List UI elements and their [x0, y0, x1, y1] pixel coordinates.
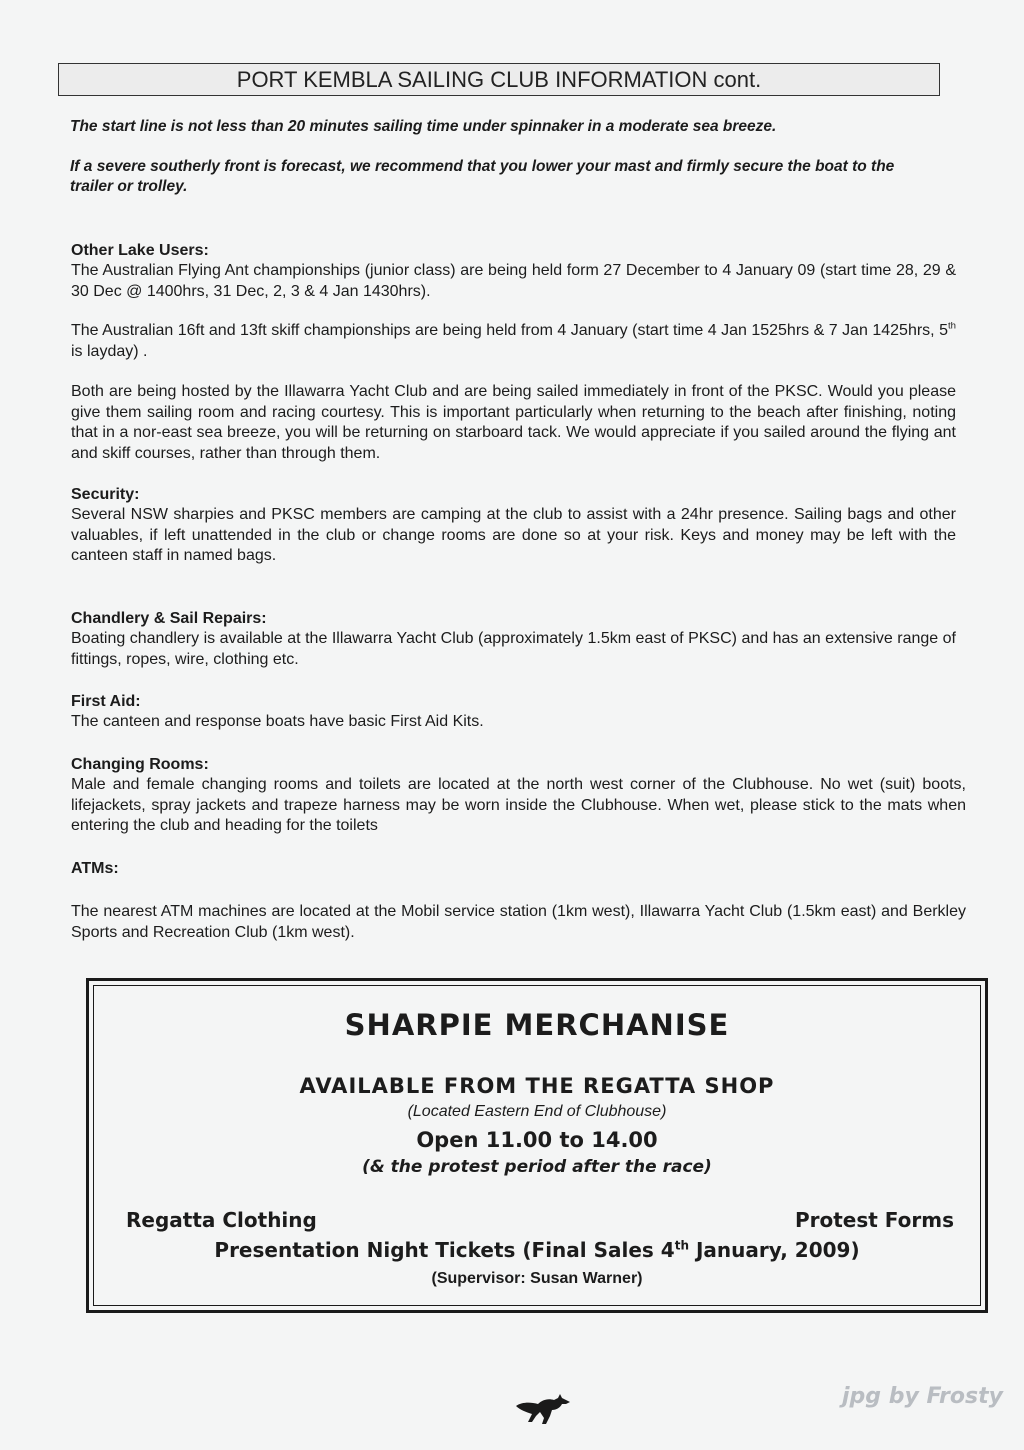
- atms-text: The nearest ATM machines are located at the Mobil service station (1km west), Illawarra Yacht Club (1.5km east) and Berkley Sports and Recreation Club (1km west).: [71, 903, 966, 941]
- tickets-text-b: January, 2009): [689, 1238, 860, 1262]
- first-aid-text: The canteen and response boats have basic First Aid Kits.: [71, 713, 484, 730]
- skiff-text-sup: th: [947, 320, 956, 332]
- changing-rooms-text: Male and female changing rooms and toilets are located at the north west corner of the Clubhouse. No wet (suit) boots, lifejackets, spray jackets and trapeze harness may be worn inside the Clubhouse. When wet, please stick to the mats when entering the club and heading for the toilets: [71, 776, 966, 834]
- merchandise-open-hours: Open 11.00 to 14.00: [416, 1128, 658, 1152]
- lake-users-courtesy: Both are being hosted by the Illawarra Yacht Club and are being sailed immediately in front of the PKSC. Would you please give them sailing room and racing courtesy. This is important particularly when returning to the beach after finishing, noting that in a nor-east sea breeze, you will be returning on starboard tack. We would appreciate if you sailed around the flying ant and skiff courses, rather than through them.: [71, 383, 956, 462]
- page-title: PORT KEMBLA SAILING CLUB INFORMATION cont.: [58, 63, 940, 96]
- section-title-atms: ATMs:: [71, 860, 119, 877]
- lake-users-skiff: [71, 321, 956, 362]
- merchandise-box-inner: [93, 985, 981, 1306]
- lake-users-flying-ant: The Australian Flying Ant championships (junior class) are being held form 27 December to 4 January 09 (start time 28, 29 & 30 Dec @ 1400hrs, 31 Dec, 2, 3 & 4 Jan 1430hrs).: [71, 262, 956, 300]
- kangaroo-icon: [512, 1388, 574, 1428]
- tickets-text-sup: th: [674, 1238, 689, 1253]
- merchandise-title: SHARPIE MERCHANISE: [344, 1008, 730, 1042]
- merchandise-subtitle: AVAILABLE FROM THE REGATTA SHOP: [299, 1074, 775, 1098]
- merchandise-box: [86, 978, 988, 1313]
- merchandise-protest-forms: Protest Forms: [794, 1208, 954, 1232]
- merchandise-tickets: [94, 1238, 980, 1262]
- tickets-text-a: Presentation Night Tickets (Final Sales 4: [214, 1238, 675, 1262]
- section-title-chandlery: Chandlery & Sail Repairs:: [71, 610, 267, 627]
- intro-southerly-front: If a severe southerly front is forecast, we recommend that you lower your mast and firmly secure the boat to the trailer or trolley.: [70, 158, 895, 195]
- section-title-first-aid: First Aid:: [71, 693, 141, 710]
- merchandise-location: (Located Eastern End of Clubhouse): [407, 1103, 667, 1120]
- merchandise-regatta-clothing: Regatta Clothing: [126, 1208, 317, 1232]
- security-text: Several NSW sharpies and PKSC members are camping at the club to assist with a 24hr presence. Sailing bags and other valuables, if left unattended in the club or change rooms are done so at your risk. Keys and money may be left with the canteen staff in named bags.: [71, 506, 956, 564]
- watermark: jpg by Frosty: [842, 1384, 1003, 1409]
- section-title-security: Security:: [71, 486, 140, 503]
- section-title-changing-rooms: Changing Rooms:: [71, 756, 209, 773]
- skiff-text-a: The Australian 16ft and 13ft skiff championships are being held from 4 January (start time 4 Jan 1525hrs & 7 Jan 1425hrs, 5: [71, 322, 948, 339]
- merchandise-protest-period: (& the protest period after the race): [362, 1157, 712, 1177]
- intro-start-line: The start line is not less than 20 minutes sailing time under spinnaker in a moderate sea breeze.: [70, 118, 777, 135]
- merchandise-supervisor: (Supervisor: Susan Warner): [431, 1270, 643, 1287]
- section-title-lake-users: Other Lake Users:: [71, 242, 209, 259]
- chandlery-text: Boating chandlery is available at the Illawarra Yacht Club (approximately 1.5km east of PKSC) and has an extensive range of fittings, ropes, wire, clothing etc.: [71, 630, 956, 668]
- skiff-text-b: is layday) .: [71, 342, 148, 360]
